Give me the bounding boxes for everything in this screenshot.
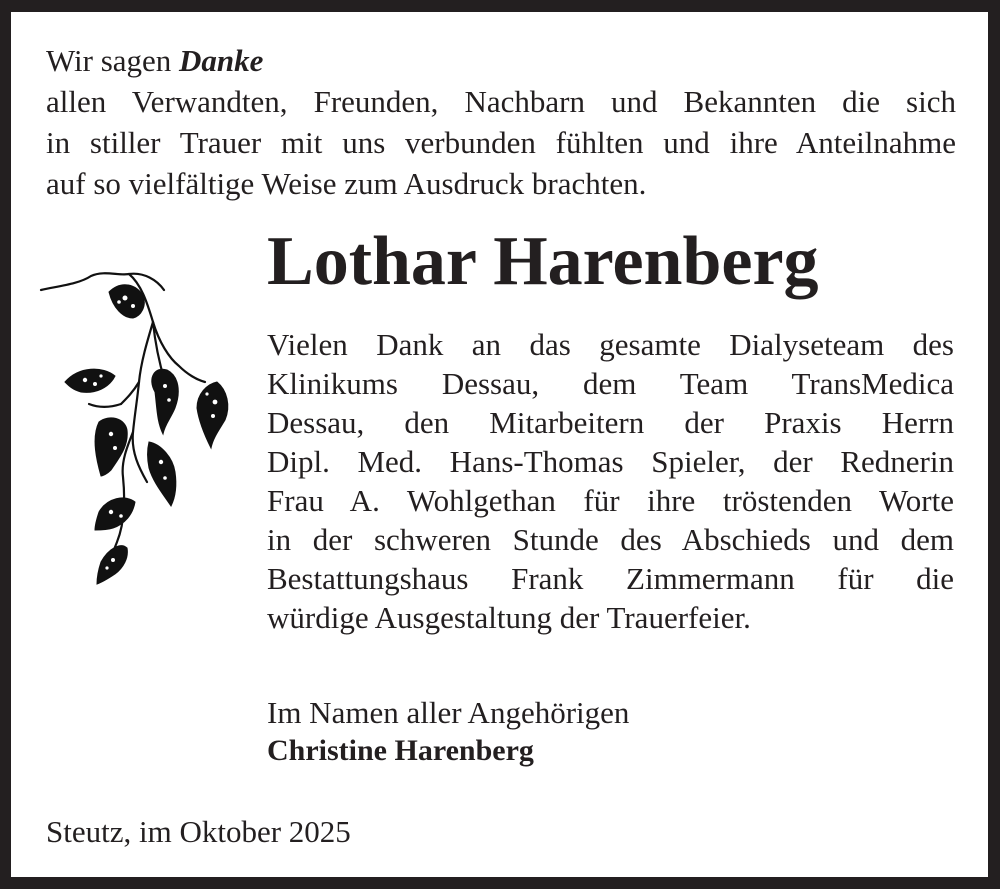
signature-name: Christine Harenberg [267,734,534,767]
thanks-paragraph [267,325,954,637]
signature-line: Im Namen aller Angehörigen [267,695,630,730]
paragraph-line: Frau A. Wohlgethan für ihre tröstenden Worte [267,483,954,518]
intro-prefix: Wir sagen [46,43,180,78]
signature-block [267,694,629,770]
place-date: Steutz, im Oktober 2025 [46,814,351,849]
paragraph-line: Dessau, den Mitarbeitern der Praxis Herrn [267,405,954,440]
intro-line: auf so vielfältige Weise zum Ausdruck brachten. [46,166,647,201]
intro-text [46,40,956,204]
birch-branch-icon [29,262,249,592]
paragraph-line: Bestattungshaus Frank Zimmermann für die [267,561,954,596]
obituary-notice [11,12,988,877]
paragraph-line: Klinikums Dessau, dem Team TransMedica [267,366,954,401]
intro-emphasis: Danke [179,43,264,78]
deceased-name: Lothar Harenberg [267,223,819,300]
paragraph-line: Dipl. Med. Hans-Thomas Spieler, der Rednerin [267,444,954,479]
intro-line: allen Verwandten, Freunden, Nachbarn und Bekannten die sich [46,84,956,119]
intro-heading [46,40,956,81]
intro-line: in stiller Trauer mit uns verbunden fühlten und ihre Anteilnahme [46,125,956,160]
paragraph-line: Vielen Dank an das gesamte Dialyseteam des [267,327,954,362]
paragraph-line: in der schweren Stunde des Abschieds und dem [267,522,954,557]
paragraph-line: würdige Ausgestaltung der Trauerfeier. [267,600,751,635]
